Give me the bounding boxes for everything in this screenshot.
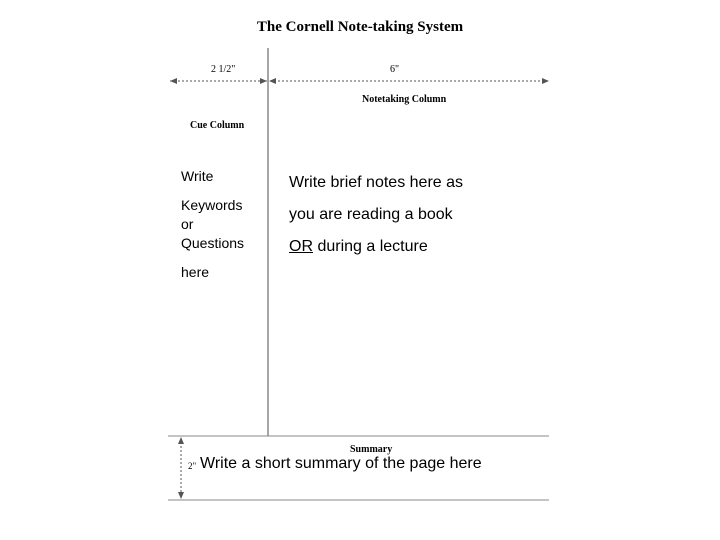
notes-text-line: you are reading a book [289,206,453,223]
arrow-down-icon [178,492,184,499]
cue-text-line: Keywords [181,197,243,213]
arrow-up-icon [178,437,184,444]
notetaking-column-heading: Notetaking Column [362,94,447,105]
arrow-mid-right-icon [269,78,276,84]
arrow-right-icon [542,78,549,84]
page-title: The Cornell Note-taking System [256,19,464,35]
arrow-mid-left-icon [260,78,267,84]
summary-height-label: 2" [188,461,197,471]
cue-text-line: Write [181,168,214,184]
notes-width-label: 6" [390,64,400,75]
notes-text-line [289,238,428,256]
cue-text-line: or [181,216,194,232]
notes-text-line: Write brief notes here as [289,174,464,191]
cue-text-line: Questions [181,235,245,251]
notes-or-emphasis: OR [289,238,313,255]
cue-width-label: 2 1/2" [211,64,236,75]
cue-text-line: here [181,264,210,280]
summary-text: Write a short summary of the page here [200,455,482,472]
arrow-left-icon [170,78,177,84]
cue-column-heading: Cue Column [190,120,245,131]
notes-text-fragment: during a lecture [313,238,428,255]
summary-heading: Summary [350,444,393,455]
